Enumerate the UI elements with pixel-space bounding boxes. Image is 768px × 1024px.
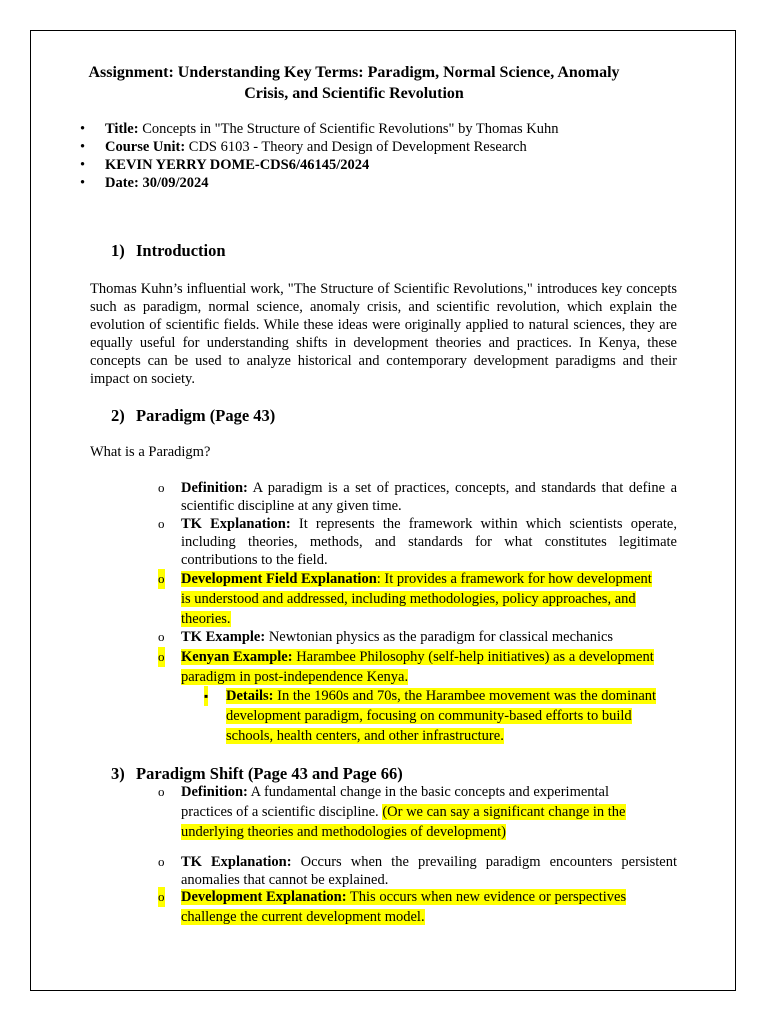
paradigm-kenyan-example: o Kenyan Example: Harambee Philosophy (self-help initiatives) as a development paradigm in post-independence Kenya. [158, 649, 654, 685]
meta-student: • KEVIN YERRY DOME-CDS6/46145/2024 [80, 157, 370, 173]
heading-paradigm: 2) Paradigm (Page 43) [111, 406, 276, 425]
meta-list [80, 120, 559, 192]
intro-paragraph: Thomas Kuhn’s influential work, "The Structure of Scientific Revolutions," introduces key concepts such as paradigm, normal science, anomaly crisis, and scientific revolution, which explain the evolution of scientific fields. While these ideas were originally applied to natural sciences, they are equally useful for understanding shifts in development theories and practices. In Kenya, these concepts can be used to analyze historical and contemporary development paradigms and their impact on society. [90, 281, 677, 387]
paradigm-tk-example: o TK Example: Newtonian physics as the paradigm for classical mechanics [158, 629, 614, 645]
shift-definition: o Definition: A fundamental change in the basic concepts and experimental practices of a scientific discipline. (Or we can say a significant change in the underlying theories and methodologies of development) [158, 784, 626, 840]
paradigm-details: ▪ Details: In the 1960s and 70s, the Harambee movement was the dominant development paradigm, focusing on community-based efforts to build schools, health centers, and other infrastructure. [204, 688, 657, 744]
paradigm-development-explanation: o Development Field Explanation: It provides a framework for how development is understood and addressed, including methodologies, policy approaches, and theories. [158, 571, 652, 627]
shift-tk-explanation: o TK Explanation: Occurs when the prevailing paradigm encounters persistent anomalies that cannot be explained. [158, 854, 678, 888]
heading-introduction: 1) Introduction [111, 241, 226, 260]
meta-title: • Title: Concepts in "The Structure of Scientific Revolutions" by Thomas Kuhn [80, 121, 559, 137]
assignment-title: Assignment: Understanding Key Terms: Paradigm, Normal Science, Anomaly Crisis, and Scientific Revolution [88, 64, 620, 102]
paradigm-tk-explanation: o TK Explanation: It represents the framework within which scientists operate, including theories, methods, and standards for what constitutes legitimate contributions to the field. [158, 516, 677, 568]
meta-course: • Course Unit: CDS 6103 - Theory and Design of Development Research [80, 139, 527, 155]
paradigm-question: What is a Paradigm? [90, 444, 211, 460]
heading-paradigm-shift: 3) Paradigm Shift (Page 43 and Page 66) [111, 764, 403, 783]
paradigm-definition: o Definition: A paradigm is a set of practices, concepts, and standards that define a scientific discipline at any given time. [158, 480, 677, 514]
shift-development-explanation: o Development Explanation: This occurs when new evidence or perspectives challenge the current development model. [158, 889, 627, 925]
meta-date: • Date: 30/09/2024 [80, 175, 209, 191]
